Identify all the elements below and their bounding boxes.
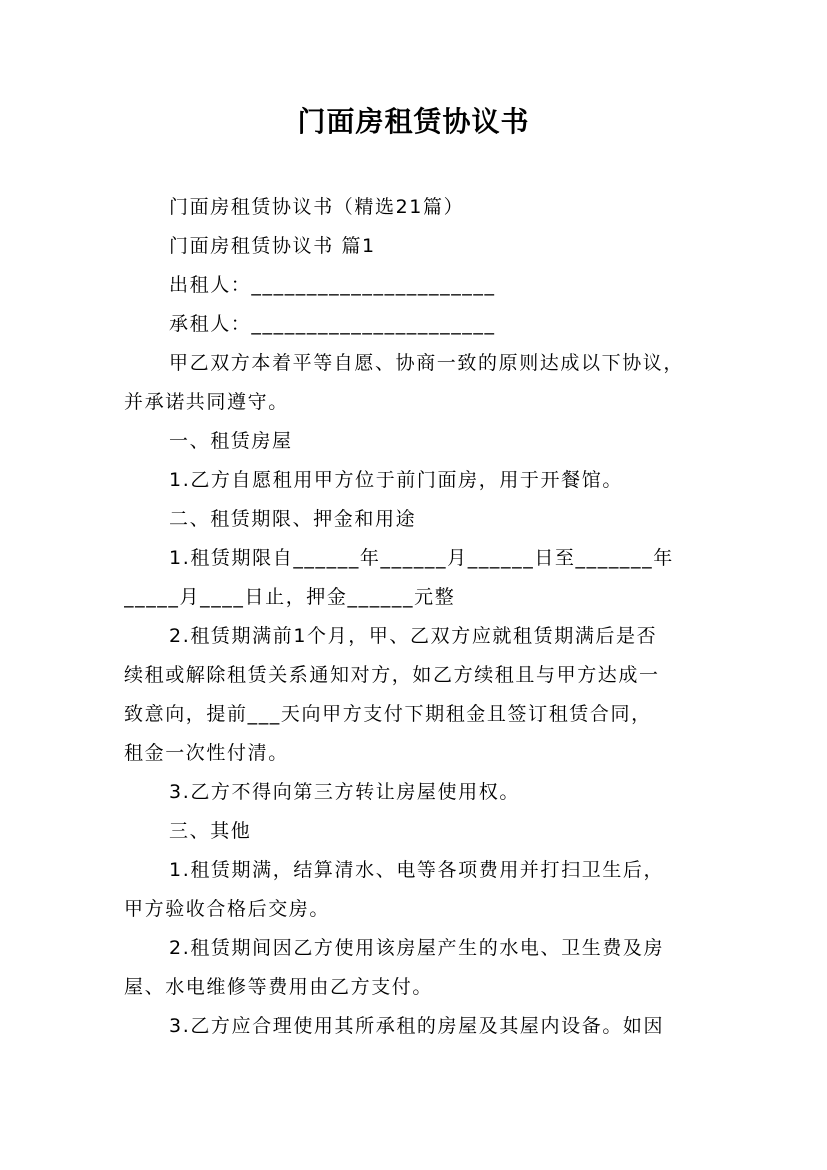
document-body: [124, 188, 708, 1046]
text-line: 致意向，提前___天向甲方支付下期租金且签订租赁合同，: [124, 703, 652, 725]
text-line: 租金一次性付清。: [124, 742, 289, 764]
text-line: 2.租赁期满前1个月，甲、乙双方应就租赁期满后是否: [169, 625, 658, 647]
text-line: 并承诺共同遵守。: [124, 391, 289, 413]
text-line: 门面房租赁协议书（精选21篇）: [169, 196, 465, 218]
text-line: 3.乙方应合理使用其所承租的房屋及其屋内设备。如因: [169, 1015, 665, 1037]
text-line: 甲乙双方本着平等自愿、协商一致的原则达成以下协议，: [169, 352, 685, 374]
text-line: 甲方验收合格后交房。: [124, 898, 331, 920]
document-title: 门面房租赁协议书: [297, 105, 530, 138]
text-line: _____月____日止，押金______元整: [124, 586, 456, 608]
text-line: 2.租赁期间因乙方使用该房屋产生的水电、卫生费及房: [169, 937, 665, 959]
text-line: 3.乙方不得向第三方转让房屋使用权。: [169, 781, 520, 803]
text-line: 续租或解除租赁关系通知对方，如乙方续租且与甲方达成一: [124, 664, 660, 686]
text-line: 三、其他: [169, 820, 252, 842]
text-line: 二、租赁期限、押金和用途: [169, 508, 417, 530]
text-line: 门面房租赁协议书 篇1: [169, 235, 376, 257]
text-line: 1.乙方自愿租用甲方位于前门面房，用于开餐馆。: [169, 469, 623, 491]
text-line: 1.租赁期满，结算清水、电等各项费用并打扫卫生后，: [169, 859, 665, 881]
text-line: 屋、水电维修等费用由乙方支付。: [124, 976, 434, 998]
text-line: 承租人：______________________: [169, 313, 496, 335]
text-line: 1.租赁期限自______年______月______日至_______年: [169, 547, 674, 569]
text-line: 出租人：______________________: [169, 274, 496, 296]
text-line: 一、租赁房屋: [169, 430, 293, 452]
